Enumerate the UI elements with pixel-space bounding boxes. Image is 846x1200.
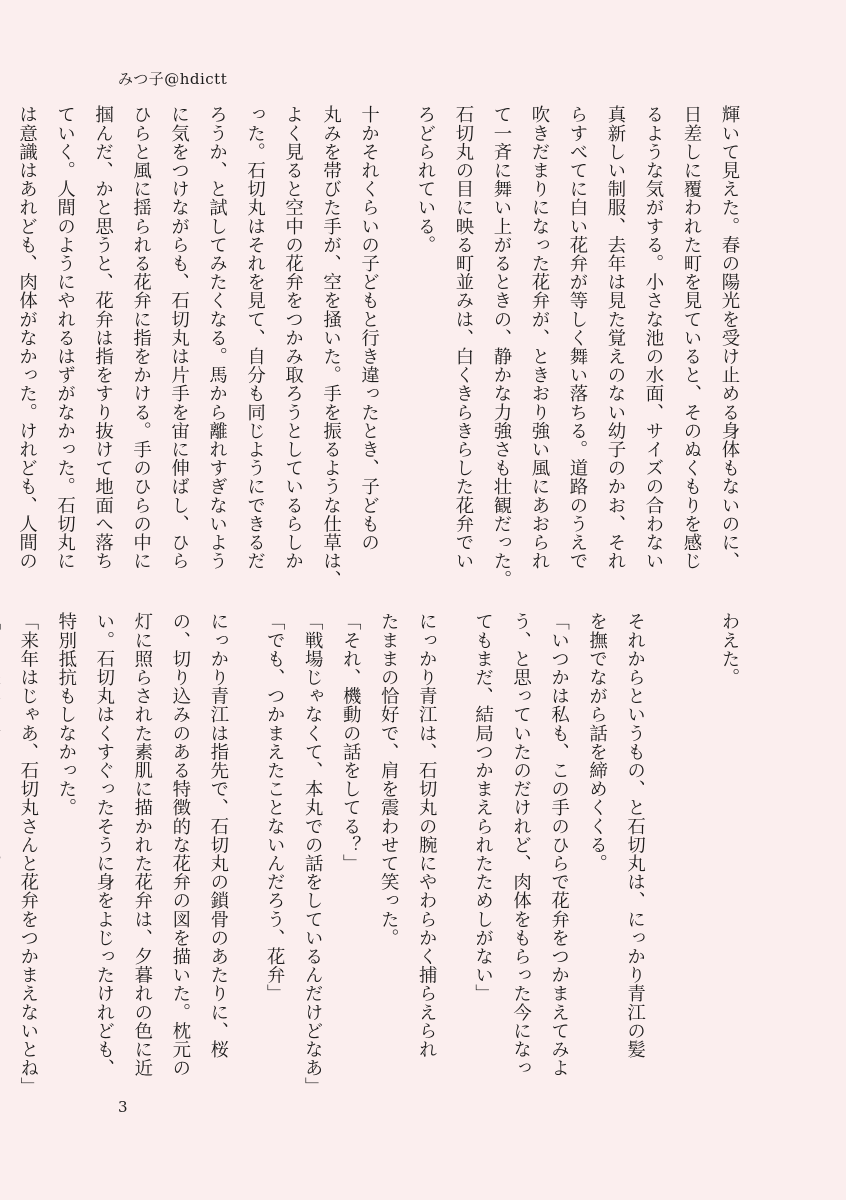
- text-line: は意識はあれども、肉体がなかった。けれども、人間の: [16, 105, 38, 570]
- text-line: 「それ、機動の話をしてる？」: [340, 612, 362, 873]
- text-line: 「でも、つかまえたことないんだろう、花弁」: [264, 612, 286, 1003]
- page-number: 3: [118, 1098, 128, 1116]
- text-line: らすべてに白い花弁が等しく舞い落ちる。道路のうえで: [567, 105, 588, 570]
- text-line: ていく。人間のようにやれるはずがなかった。石切丸に: [54, 105, 76, 570]
- text-line: てもまだ、結局つかまえられたためしがない」: [472, 612, 494, 1003]
- text-line: 「来年はじゃあ、石切丸さんと花弁をつかまえないとね」: [17, 612, 39, 1096]
- text-line: 掴んだ、かと思うと、花弁は指をすり抜けて地面へ落ち: [92, 105, 114, 570]
- text-line: 石切丸の目に映る町並みは、白くきらきらした花弁でい: [453, 105, 474, 570]
- text-line: の、切り込みのある特徴的な花弁の図を描いた。枕元の: [169, 612, 191, 1077]
- text-line: それからというもの、と石切丸は、にっかり青江の髪: [624, 612, 646, 1059]
- text-column-block-top: [16, 105, 748, 589]
- text-line: ろどられている。: [415, 105, 436, 254]
- text-line: 輝いて見えた。春の陽光を受け止める身体もないのに、: [719, 105, 740, 570]
- text-line: にっかり青江は指先で、石切丸の鎖骨のあたりに、桜: [207, 612, 229, 1059]
- blank-line: [672, 612, 710, 1082]
- text-line: るような気がする。小さな池の水面、サイズの合わない: [643, 105, 664, 570]
- text-line: った。石切丸はそれを見て、自分も同じようにできるだ: [244, 105, 266, 570]
- text-column-block-bottom: [17, 612, 748, 1096]
- text-line: ひらと風に揺られる花弁に指をかける。手のひらの中に: [130, 105, 152, 570]
- text-line: わえた。: [719, 612, 740, 687]
- text-line: 「いつかは私も、この手のひらで花弁をつかまえてみよ: [548, 612, 570, 1077]
- text-line: たままの恰好で、肩を震わせて笑った。: [378, 612, 400, 947]
- text-line: 灯に照らされた素肌に描かれた花弁は、夕暮れの色に近: [131, 612, 153, 1077]
- text-line: 日差しに覆われた町を見ていると、そのぬくもりを感じ: [681, 105, 702, 570]
- text-line: に気をつけながらも、石切丸は片手を宙に伸ばし、ひら: [168, 105, 190, 570]
- text-line: を撫でながら話を締めくくる。: [586, 612, 608, 873]
- text-line: にっかり青江は、石切丸の腕にやわらかく捕らえられ: [416, 612, 438, 1059]
- text-line: 吹きだまりになった花弁が、ときおり強い風にあおられ: [529, 105, 550, 570]
- text-line: 丸みを帯びた手が、空を掻いた。手を振るような仕草は、: [320, 105, 342, 589]
- text-line: [0, 612, 9, 1082]
- text-line: [0, 105, 8, 575]
- text-line: 真新しい制服、去年は見た覚えのない幼子のかお、それ: [605, 105, 626, 570]
- text-line: て一斉に舞い上がるときの、静かな力強さも壮観だった。: [491, 105, 512, 589]
- author-handle: みつ子@hdictt: [118, 70, 228, 88]
- text-line: ろうか、と試してみたくなる。馬から離れすぎないよう: [206, 105, 228, 570]
- text-line: 「戦場じゃなくて、本丸での話をしているんだけどなあ」: [302, 612, 324, 1096]
- text-line: い。石切丸はくすぐったそうに身をよじったけれども、: [93, 612, 115, 1077]
- text-line: よく見ると空中の花弁をつかみ取ろうとしているらしか: [282, 105, 304, 570]
- text-line: う、と思っていたのだけれど、肉体をもらった今になっ: [510, 612, 532, 1077]
- text-line: 特別抵抗もしなかった。: [55, 612, 77, 817]
- text-line: 十かそれくらいの子どもと行き違ったとき、子どもの: [358, 105, 380, 552]
